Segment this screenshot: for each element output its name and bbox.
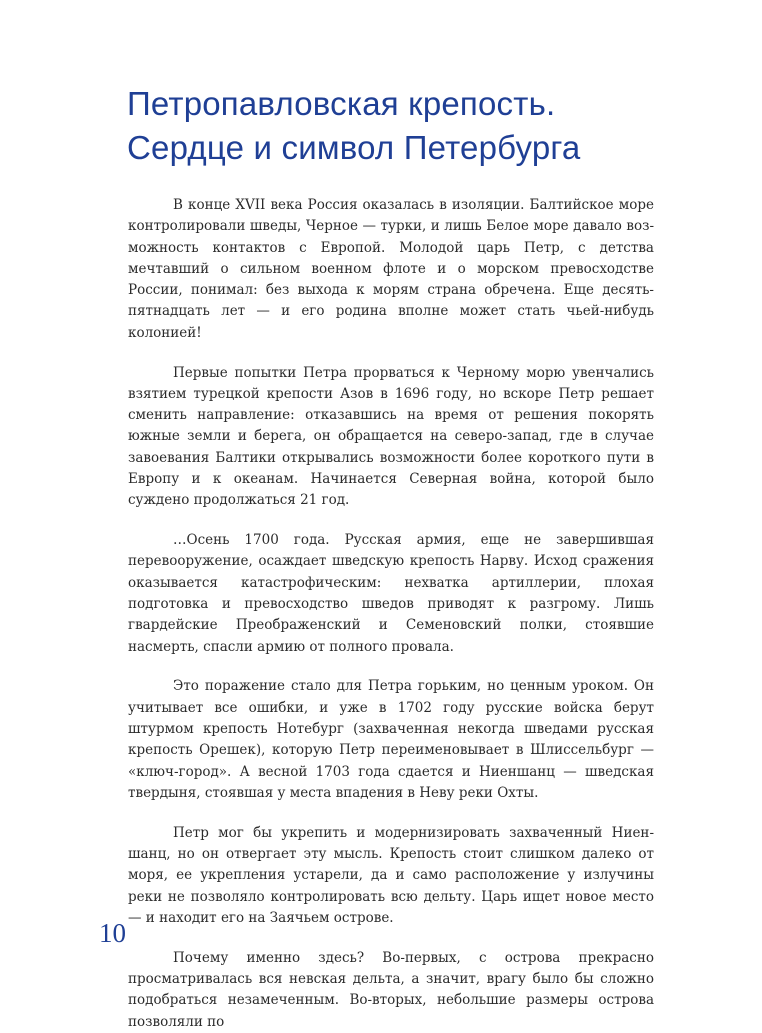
chapter-title bbox=[127, 82, 687, 170]
paragraph-4: Это поражение стало для Петра горьким, но ценным уроком. Он учитывает все ошибки, и уже в 1702 году русские войска берут штурмом крепость Нотебург (захваченная некогда шведами русская крепость Орешек), которую Петр переименовывает в Шлиссельбург — «ключ-город». А весной 1703 года сдается и Ниеншанц — шведская твердыня, стоявшая у места впадения в Неву реки Охты. bbox=[128, 678, 654, 801]
paragraph-6: Почему именно здесь? Во-первых, с острова прекрасно просматривалась вся невская дельта, а значит, врагу было бы сложно подобраться незамеченным. Во-вторых, небольшие размеры острова позволяли по bbox=[128, 949, 654, 1030]
paragraph-5: Петр мог бы укрепить и модернизировать захваченный Ниеншанц, но он отвергает эту мысль. Крепость стоит слишком далеко от моря, ее укрепления устарели, да и само расположение у излучины реки не позволяло контролировать всю дельту. Царь ищет новое место — и находит его на Заячьем острове. bbox=[128, 824, 654, 926]
paragraph-2: Первые попытки Петра прорваться к Черному морю увенчались взятием турецкой крепости Азов в 1696 году, но вскоре Петр решает сменить направление: отказавшись на время от решения покорять южные земли и берега, он обращается на северо-запад, где в случае завоевания Балтики открывались возможности более короткого пути в Европу и к океанам. Начинается Северная война, которой было суждено продолжаться 21 год. bbox=[128, 364, 654, 509]
paragraph-1: В конце XVII века Россия оказалась в изоляции. Балтийское море контролировали шведы, Черное — турки, и лишь Белое море давало возможность контактов с Европой. Молодой царь Петр, с детства мечтавший о сильном военном флоте и о морском превосходстве России, понимал: без выхода к морям страна обречена. Еще десять-пятнадцать лет — и его родина вполне может стать чьей-нибудь колонией! bbox=[128, 197, 654, 341]
chapter-title-line-2: Сердце и символ Петербурга bbox=[127, 129, 581, 166]
page-number: 10 bbox=[99, 918, 126, 948]
chapter-title-line-1: Петропавловская крепость. bbox=[127, 85, 556, 122]
paragraph-3: …Осень 1700 года. Русская армия, еще не завершившая перевооружение, осаждает шведскую крепость Нарву. Исход сражения оказывается катастрофическим: нехватка артиллерии, плохая подготовка и превосходство шведов приводят к разгрому. Лишь гвардейские Преображенский и Семеновский полки, стоявшие насмерть, спасли армию от полного провала. bbox=[128, 532, 654, 655]
body-text bbox=[128, 195, 654, 1033]
